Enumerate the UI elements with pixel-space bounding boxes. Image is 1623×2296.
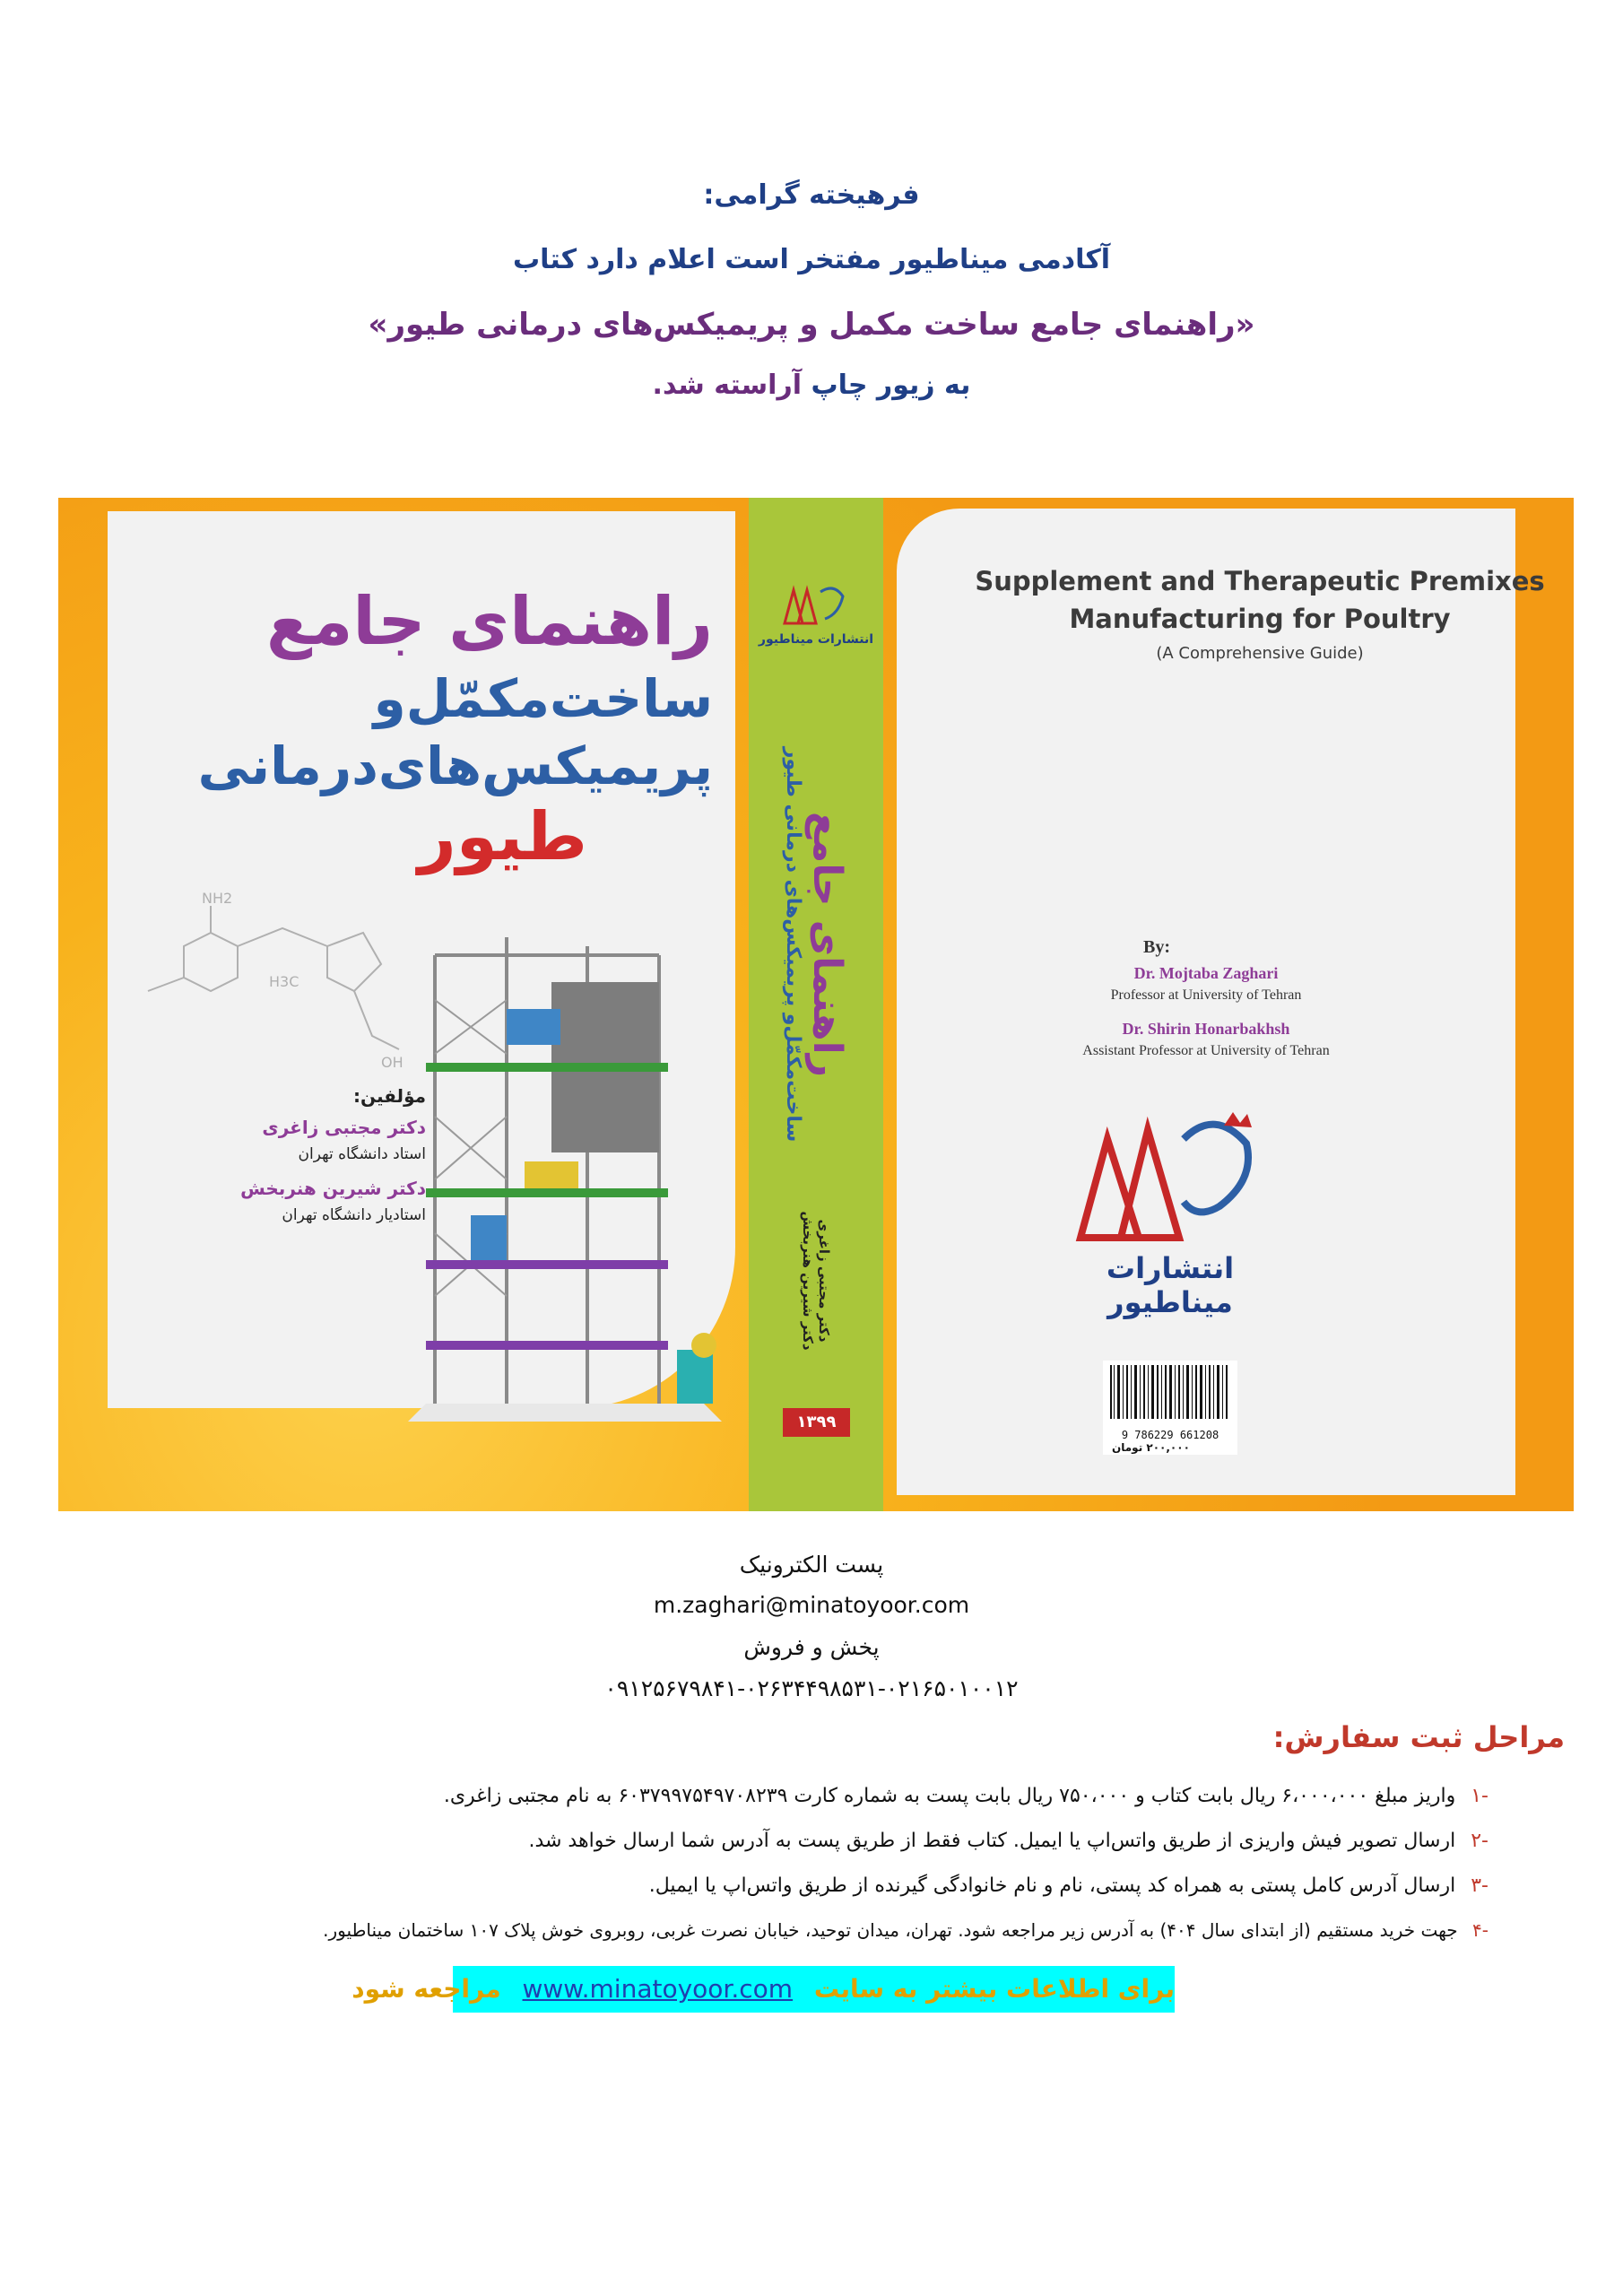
publisher-logo-icon [1054,1103,1278,1247]
spine-title-block [749,686,883,1224]
back-subtitle: (A Comprehensive Guide) [1156,644,1364,663]
phone-numbers: ۰۹۱۲۵۶۷۹۸۴۱-۰۲۶۳۴۴۹۸۵۳۱-۰۲۱۶۵۰۱۰۰۱۲ [604,1675,1019,1701]
barcode-number: 9 786229 661208 [1121,1429,1219,1441]
front-author2-name: دکتر شیرین هنربخش [240,1178,426,1199]
order-step-2-number: -۲ [1471,1830,1488,1852]
banner-text-end: مراجعه شود [352,1974,501,2004]
back-author1-role: Professor at University of Tehran [1110,987,1302,1003]
spine-year-badge: ۱۳۹۹ [783,1408,850,1437]
svg-text:OH: OH [381,1054,404,1071]
banner-text-start: برای اطلاعات بیشتر به سایت [813,1974,1175,2004]
back-author2-role: Assistant Professor at University of Tehran [1082,1043,1330,1058]
front-title-3: پریمیکس‌های‌درمانی [197,735,713,796]
front-title-2: ساخت‌مکمّل‌و [373,668,713,729]
spine-subtitle: ساخت‌مکمّل‌و پریمیکس‌های درمانی طیور [782,746,804,1143]
order-heading: مراحل ثبت سفارش: [1272,1720,1565,1754]
header-line-2: آکادمی میناطیور مفتخر است اعلام دارد کتاب [512,244,1111,275]
front-author1-role: استاد دانشگاه تهران [298,1145,426,1163]
front-title-1: راهنمای جامع [266,583,713,660]
molecule-illustration [112,892,417,1081]
website-link[interactable]: www.minatoyoor.com [522,1974,794,2004]
sales-label: پخش و فروش [743,1634,880,1660]
order-step-1 [444,1785,1488,1807]
back-title-1: Supplement and Therapeutic Premixes [975,566,1545,596]
back-title-block [973,562,1547,670]
back-title-2: Manufacturing for Poultry [1069,604,1451,634]
email-link[interactable]: m.zaghari@minatoyoor.com [653,1592,970,1618]
email-label: پست الکترونیک [739,1552,884,1578]
header-line-4-end: آراسته شد. [652,370,802,401]
spine-publisher: انتشارات میناطیور [758,632,874,647]
back-author2: Dr. Shirin Honarbakhsh [1122,1020,1290,1038]
order-step-3-number: -۳ [1471,1874,1488,1897]
order-step-1-number: -۱ [1471,1785,1488,1807]
website-banner [352,1966,1175,2013]
order-step-2-text: ارسال تصویر فیش واریزی از طریق واتس‌اپ یا ایمیل. کتاب فقط از طریق پست به آدرس شما ارسال خواهد شد. [528,1830,1456,1852]
spine-authors-block [749,1206,883,1350]
front-author1-name: دکتر مجتبی زاغری [262,1117,426,1138]
spine-author1: دکتر مجتبی زاغری [816,1219,832,1343]
svg-text:NH2: NH2 [202,892,233,907]
spine-author2: دکتر شیرین هنربخش [800,1211,816,1351]
order-step-4 [323,1919,1488,1941]
order-step-3 [649,1874,1488,1897]
order-step-2 [528,1830,1488,1852]
back-by: By: [1143,937,1170,957]
header-line-4-bold: به زیور چاپ [811,370,971,401]
spine-title: راهنمای جامع [804,811,850,1078]
header-line-1: فرهیخته گرامی: [703,179,920,211]
front-title-4: طیور [418,798,587,875]
front-author2-role: استادیار دانشگاه تهران [282,1206,426,1224]
book-cover-image [58,498,1574,1511]
price-label: ۲۰۰,۰۰۰ تومان [1112,1441,1190,1454]
order-step-1-text: واریز مبلغ ۶،۰۰۰،۰۰۰ ریال بابت کتاب و ۷۵۰،۰۰۰ ریال بابت پست به شماره کارت ۶۰۳۷۹۹۷۵۴۹۷۰۸۲۳۹ به نام مجتبی زاغری. [443,1785,1456,1807]
svg-text:H3C: H3C [269,973,299,990]
spine-logo-icon [780,583,852,628]
order-step-4-text: جهت خرید مستقیم (از ابتدای سال ۴۰۴) به آدرس زیر مراجعه شود. تهران، میدان توحید، خیابان نصرت غربی، روبروی خوش پلاک ۱۰۷ ساختمان میناطیور. [323,1919,1458,1941]
order-step-4-number: -۴ [1472,1919,1488,1941]
barcode [1103,1361,1237,1455]
back-publisher-name: انتشارات میناطیور [1106,1251,1235,1319]
header-book-title: «راهنمای جامع ساخت مکمل و پریمیکس‌های درمانی طیور» [368,307,1255,343]
back-author1: Dr. Mojtaba Zaghari [1133,964,1279,982]
header-line-4 [0,370,1623,401]
tower-illustration [408,919,749,1422]
order-step-3-text: ارسال آدرس کامل پستی به همراه کد پستی، نام و نام خانوادگی گیرنده از طریق واتس‌اپ یا ایمیل. [648,1874,1456,1897]
front-authors-label: مؤلفین: [353,1085,426,1107]
barcode-bars [1103,1361,1237,1425]
